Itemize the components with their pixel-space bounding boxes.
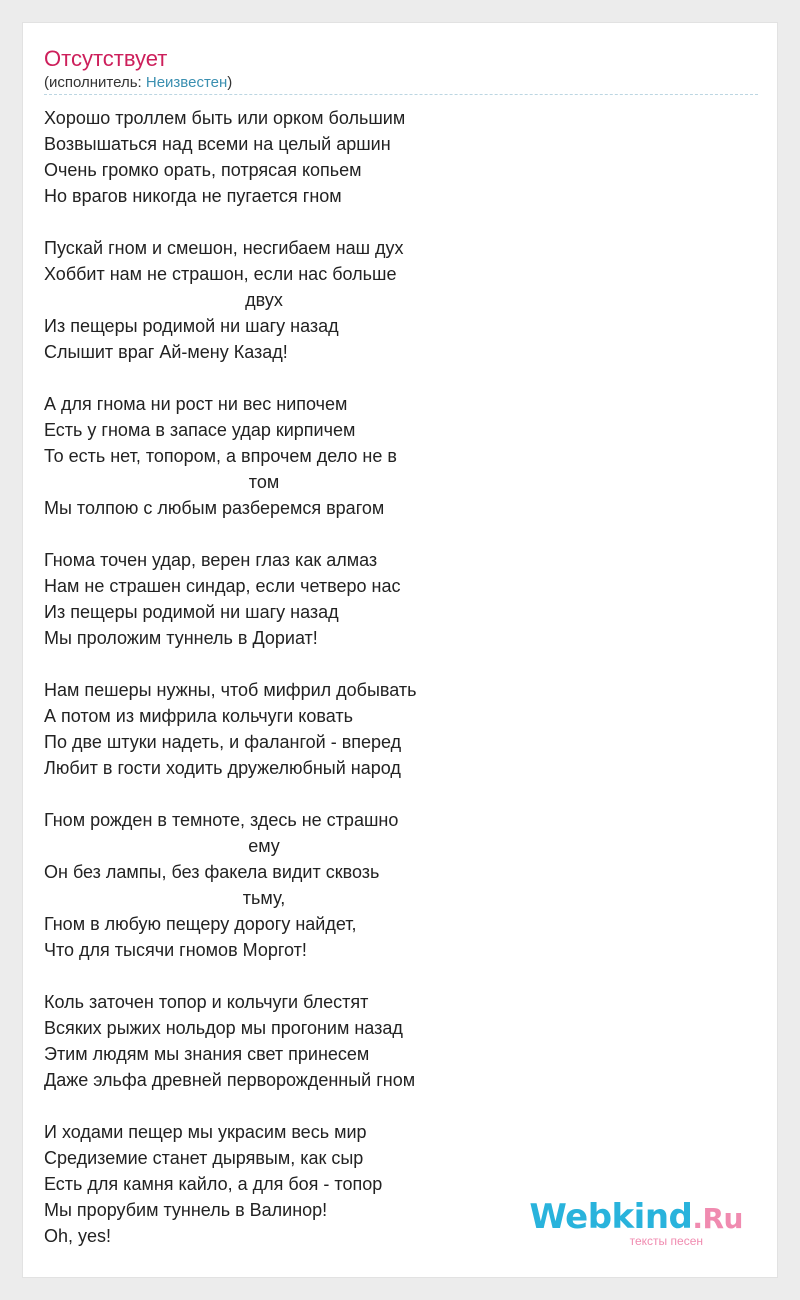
lyric-line: Нам не страшен синдар, если четверо нас (44, 576, 401, 596)
lyric-line: А потом из мифрила кольчуги ковать (44, 706, 353, 726)
lyric-line: Коль заточен топор и кольчуги блестят (44, 992, 369, 1012)
lyric-line: И ходами пещер мы украсим весь мир (44, 1122, 367, 1142)
lyric-line: Мы прорубим туннель в Валинор! (44, 1200, 328, 1220)
stanza-break (44, 963, 484, 989)
stanza-break (44, 521, 484, 547)
artist-suffix: ) (227, 74, 233, 91)
lyric-line: Мы толпою с любым разберемся врагом (44, 498, 385, 518)
lyric-line: Гном рожден в темноте, здесь не страшно (44, 810, 399, 830)
lyric-line: Даже эльфа древней перворожденный гном (44, 1070, 416, 1090)
stanza-break (44, 781, 484, 807)
lyric-line: Но врагов никогда не пугается гном (44, 186, 342, 206)
lyric-line: То есть нет, топором, а впрочем дело не в (44, 446, 397, 466)
lyric-line: Хорошо троллем быть или орком большим (44, 108, 406, 128)
lyric-line: Что для тысячи гномов Моргот! (44, 940, 307, 960)
artist-line (44, 73, 232, 93)
lyric-line: Любит в гости ходить дружелюбный народ (44, 758, 401, 778)
lyric-line: Из пещеры родимой ни шагу назад (44, 316, 339, 336)
lyric-line: Возвышаться над всеми на целый аршин (44, 134, 391, 154)
lyric-line: Нам пешеры нужны, чтоб мифрил добывать (44, 680, 417, 700)
lyric-line: Из пещеры родимой ни шагу назад (44, 602, 339, 622)
lyrics-body (44, 105, 484, 1249)
site-logo[interactable] (529, 1199, 743, 1247)
logo-main-text: Webkind (529, 1197, 693, 1237)
lyric-line: Слышит враг Ай-мену Казад! (44, 342, 288, 362)
lyric-line: тьму, (242, 888, 286, 908)
stanza-break (44, 209, 484, 235)
stanza-break (44, 1093, 484, 1119)
lyric-line: ему (248, 836, 280, 856)
lyric-line: Гном в любую пещеру дорогу найдет, (44, 914, 357, 934)
lyric-line: Всяких рыжих нольдор мы прогоним назад (44, 1018, 403, 1038)
lyric-line: Очень громко орать, потрясая копьем (44, 160, 362, 180)
lyric-line: Oh, yes! (44, 1226, 112, 1246)
logo-tld: .Ru (692, 1202, 743, 1235)
lyric-line: Есть у гнома в запасе удар кирпичем (44, 420, 356, 440)
lyric-line: А для гнома ни рост ни вес нипочем (44, 394, 348, 414)
lyric-line: Мы проложим туннель в Дориат! (44, 628, 318, 648)
artist-link[interactable]: Неизвестен (145, 74, 228, 91)
lyric-line: Пускай гном и смешон, несгибаем наш дух (44, 238, 404, 258)
lyric-line: двух (245, 290, 283, 310)
song-title: Отсутствует (44, 46, 168, 71)
artist-prefix: (исполнитель: (44, 74, 146, 91)
lyric-line: Есть для камня кайло, а для боя - топор (44, 1174, 383, 1194)
logo-tagline: тексты песен (629, 1234, 703, 1248)
lyric-line: том (248, 472, 280, 492)
logo-wordmark (529, 1199, 743, 1237)
stanza-break (44, 365, 484, 391)
lyric-line: Он без лампы, без факела видит сквозь (44, 862, 380, 882)
lyric-line: Средиземие станет дырявым, как сыр (44, 1148, 364, 1168)
lyric-line: По две штуки надеть, и фалангой - вперед (44, 732, 402, 752)
lyric-line: Хоббит нам не страшон, если нас больше (44, 264, 397, 284)
divider (44, 94, 758, 95)
lyrics-card (22, 22, 778, 1278)
lyric-line: Гнома точен удар, верен глаз как алмаз (44, 550, 378, 570)
lyric-line: Этим людям мы знания свет принесем (44, 1044, 370, 1064)
stanza-break (44, 651, 484, 677)
